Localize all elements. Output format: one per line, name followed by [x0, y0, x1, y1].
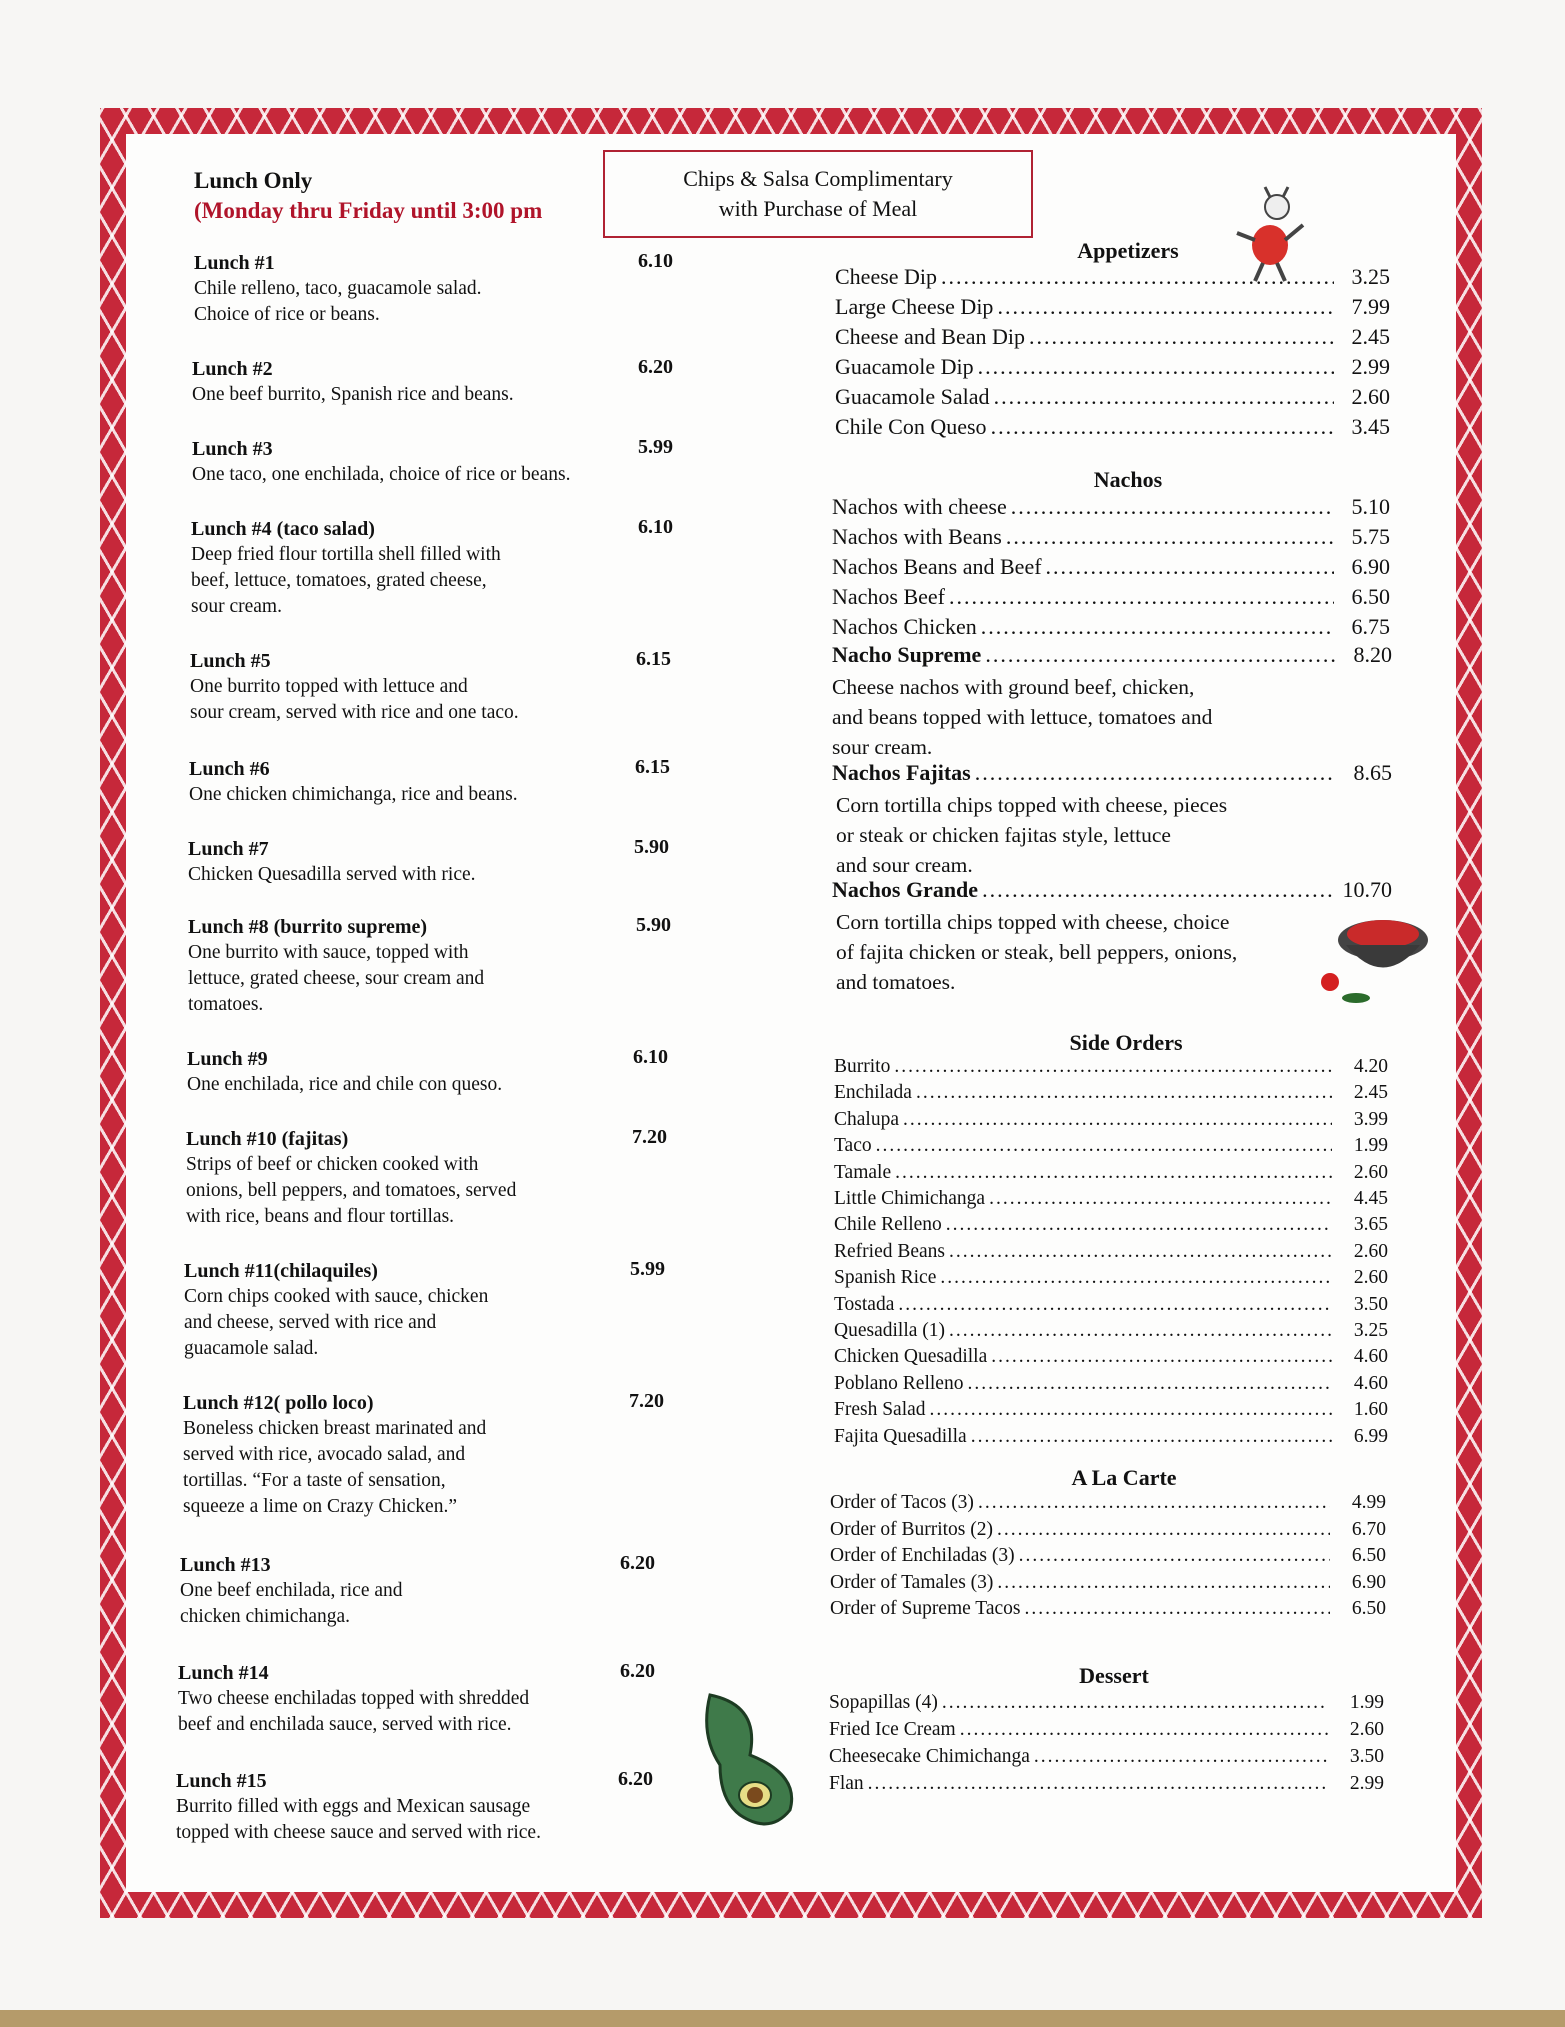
nacho-item: [832, 524, 1390, 550]
lunch-item-desc: Strips of beef or chicken cooked with: [186, 1154, 479, 1175]
lunch-item-name: Lunch #2: [192, 358, 273, 380]
side-order-item-price: 2.45: [1353, 1082, 1388, 1104]
side-order-item-leader: [894, 1056, 1332, 1078]
nachos-heading: Nachos: [1093, 467, 1163, 492]
dessert-item-name: Sopapillas (4): [829, 1692, 938, 1713]
lunch-item: [188, 914, 671, 1018]
lunch-item-desc: onions, bell peppers, and tomatoes, served: [186, 1180, 517, 1201]
nacho-special-item: [832, 642, 1392, 668]
a-la-carte-item-name: Order of Burritos (2): [830, 1518, 993, 1540]
lunch-item-name: Lunch #4 (taco salad): [191, 518, 375, 540]
appetizer-item: [835, 324, 1390, 350]
nacho-item-leader: [1046, 554, 1334, 580]
lunch-item-desc: served with rice, avocado salad, and: [183, 1444, 466, 1465]
nacho-item-price: 5.75: [1351, 524, 1390, 549]
appetizer-item-leader: [994, 384, 1334, 410]
nacho-special-item-leader: [985, 642, 1336, 668]
side-order-item-price: 3.50: [1353, 1293, 1388, 1315]
side-order-item: [834, 1399, 1388, 1421]
chips-notice-line2: with Purchase of Meal: [718, 196, 918, 221]
lunch-item-desc: squeeze a lime on Crazy Chicken.”: [183, 1496, 457, 1517]
nacho-special-item-leader: [975, 760, 1336, 786]
a-la-carte-item-price: 4.99: [1351, 1492, 1386, 1513]
nacho-special-item-name: Nachos Grande: [832, 877, 979, 902]
lunch-item-price: 5.99: [630, 1258, 665, 1280]
appetizer-item-name: Guacamole Dip: [835, 354, 974, 379]
a-la-carte-item-name: Order of Enchiladas (3): [830, 1545, 1015, 1567]
appetizer-item-leader: [941, 264, 1334, 290]
side-order-item-leader: [949, 1241, 1332, 1263]
side-order-item-name: Taco: [834, 1135, 872, 1157]
side-order-item-price: 1.60: [1353, 1399, 1388, 1421]
dessert-item-price: 3.50: [1349, 1746, 1384, 1767]
lunch-item-price: 5.99: [638, 436, 673, 458]
lunch-item: [186, 1126, 666, 1230]
side-order-item-price: 4.20: [1353, 1056, 1388, 1077]
nacho-item: [832, 614, 1390, 640]
side-order-item: [834, 1135, 1388, 1157]
a-la-carte-item-name: Order of Tamales (3): [830, 1571, 994, 1593]
a-la-carte-item: [830, 1598, 1386, 1620]
side-order-item: [834, 1109, 1388, 1131]
lunch-item-price: 6.15: [635, 756, 670, 778]
lunch-item-price: 6.20: [618, 1768, 653, 1790]
salsa-molcajete-icon: [1318, 900, 1438, 1010]
side-order-item-price: 3.65: [1353, 1214, 1388, 1236]
side-order-item: [834, 1267, 1388, 1289]
dessert-item: [829, 1719, 1384, 1741]
side-order-item-price: 1.99: [1353, 1135, 1388, 1157]
lunch-item-price: 6.20: [638, 356, 673, 378]
nacho-special-desc: [836, 790, 1336, 880]
lunch-item-name: Lunch #1: [194, 252, 275, 274]
nacho-item-name: Nachos with cheese: [832, 494, 1007, 519]
lunch-item-name: Lunch #11(chilaquiles): [184, 1260, 378, 1282]
nacho-item-name: Nachos with Beans: [832, 524, 1002, 549]
lunch-item-name: Lunch #7: [188, 838, 269, 860]
lunch-item-price: 6.20: [620, 1552, 655, 1574]
side-order-item: [834, 1346, 1388, 1368]
appetizer-item-price: 7.99: [1351, 294, 1390, 319]
lunch-item-desc: with rice, beans and flour tortillas.: [186, 1206, 455, 1227]
side-order-item-leader: [967, 1373, 1332, 1395]
side-order-item-price: 2.60: [1353, 1240, 1388, 1262]
nacho-item-leader: [949, 584, 1334, 610]
lunch-item-name: Lunch #6: [189, 758, 270, 780]
lunch-item-desc: One chicken chimichanga, rice and beans.: [189, 784, 518, 805]
lunch-item-desc: tortillas. “For a taste of sensation,: [183, 1470, 446, 1491]
nacho-special-desc-line: and tomatoes.: [836, 970, 956, 994]
side-order-item-price: 4.45: [1353, 1188, 1388, 1209]
appetizer-item-leader: [991, 414, 1334, 440]
a-la-carte-item: [830, 1572, 1386, 1594]
lunch-item-name: Lunch #15: [176, 1770, 267, 1792]
side-order-item-leader: [930, 1399, 1332, 1421]
appetizers-heading: Appetizers: [1077, 238, 1179, 263]
nacho-item-price: 6.90: [1351, 554, 1390, 579]
side-order-item-price: 2.60: [1353, 1267, 1388, 1289]
dessert-item: [829, 1773, 1384, 1795]
nacho-item: [832, 554, 1390, 580]
lunch-item-desc: One beef burrito, Spanish rice and beans.: [192, 384, 514, 405]
side-order-item: [834, 1082, 1388, 1104]
appetizer-item-name: Cheese Dip: [835, 264, 938, 289]
dessert-item-leader: [868, 1773, 1328, 1795]
lunch-item-desc: Chicken Quesadilla served with rice.: [188, 864, 476, 885]
nacho-special-item-name: Nacho Supreme: [832, 642, 982, 667]
appetizer-item-price: 3.45: [1351, 414, 1390, 439]
side-order-item-price: 2.60: [1353, 1161, 1388, 1183]
a-la-carte-item-name: Order of Tacos (3): [830, 1492, 974, 1513]
lunch-item-desc: tomatoes.: [188, 994, 264, 1015]
lunch-item: [192, 356, 672, 408]
lunch-item-name: Lunch #8 (burrito supreme): [188, 916, 428, 938]
side-order-item-name: Fresh Salad: [834, 1399, 926, 1421]
side-order-item: [834, 1188, 1388, 1210]
nacho-special-desc-line: Cheese nachos with ground beef, chicken,: [832, 675, 1195, 699]
lunch-item-desc: One burrito with sauce, topped with: [188, 942, 469, 963]
lunch-item-desc: sour cream, served with rice and one taco.: [190, 702, 519, 723]
side-order-item-name: Fajita Quesadilla: [834, 1425, 967, 1447]
side-order-item-name: Tamale: [834, 1161, 892, 1183]
appetizer-item: [835, 264, 1390, 290]
side-order-item-price: 4.60: [1353, 1372, 1388, 1394]
side-orders-heading: Side Orders: [1069, 1030, 1183, 1055]
appetizer-item-leader: [997, 294, 1334, 320]
lunch-item: [176, 1768, 656, 1846]
lunch-item: [178, 1660, 658, 1738]
side-order-item-price: 6.99: [1353, 1425, 1388, 1447]
side-order-item-leader: [916, 1082, 1332, 1104]
side-order-item-name: Tostada: [834, 1293, 895, 1315]
lunch-item: [188, 836, 668, 888]
nacho-special-item-leader: [982, 877, 1336, 903]
appetizer-item-name: Large Cheese Dip: [835, 294, 994, 319]
a-la-carte-item-name: Order of Supreme Tacos: [830, 1598, 1021, 1620]
dessert-item-name: Fried Ice Cream: [829, 1719, 956, 1740]
lunch-item: [184, 1258, 664, 1362]
lunch-item-price: 6.10: [638, 516, 673, 538]
a-la-carte-item-leader: [997, 1519, 1330, 1541]
side-order-item-name: Little Chimichanga: [834, 1188, 986, 1209]
lunch-item-name: Lunch #14: [178, 1662, 269, 1684]
lunch-item-desc: Deep fried flour tortilla shell filled with: [191, 544, 501, 565]
nacho-item-name: Nachos Beans and Beef: [832, 554, 1042, 579]
lunch-item: [187, 1046, 667, 1098]
nacho-special-desc-line: of fajita chicken or steak, bell peppers, onions,: [836, 940, 1238, 964]
lunch-item-name: Lunch #9: [187, 1048, 268, 1070]
nacho-special-item-name: Nachos Fajitas: [832, 760, 971, 785]
nacho-item-name: Nachos Chicken: [832, 614, 977, 639]
lunch-item-desc: topped with cheese sauce and served with rice.: [176, 1822, 541, 1843]
side-order-item-leader: [971, 1426, 1332, 1448]
a-la-carte-item: [830, 1519, 1386, 1541]
appetizer-item: [835, 384, 1390, 410]
lunch-item-price: 6.20: [620, 1660, 655, 1682]
side-order-item-leader: [903, 1109, 1332, 1131]
side-order-item-leader: [895, 1162, 1332, 1184]
side-order-item-leader: [898, 1294, 1332, 1316]
side-order-item-price: 4.60: [1353, 1346, 1388, 1368]
side-order-item-name: Chalupa: [834, 1108, 899, 1130]
side-order-item: [834, 1056, 1388, 1078]
side-order-item: [834, 1373, 1388, 1395]
lunch-item-price: 6.10: [633, 1046, 668, 1068]
dessert-item-price: 2.99: [1349, 1773, 1384, 1794]
lunch-item-desc: One beef enchilada, rice and: [180, 1580, 403, 1601]
nacho-special-item-price: 8.20: [1353, 642, 1392, 667]
nacho-special-item: [832, 760, 1392, 786]
dessert-item-price: 2.60: [1349, 1719, 1384, 1740]
side-order-item-name: Poblano Relleno: [834, 1372, 964, 1394]
nacho-item-price: 6.75: [1351, 614, 1390, 639]
a-la-carte-heading: A La Carte: [1071, 1465, 1177, 1490]
nacho-item-price: 5.10: [1351, 494, 1390, 519]
dessert-item-leader: [960, 1719, 1328, 1741]
a-la-carte-item-price: 6.50: [1351, 1545, 1386, 1567]
side-order-item: [834, 1162, 1388, 1184]
dessert-item: [829, 1692, 1384, 1714]
nacho-special-desc: [836, 907, 1336, 997]
a-la-carte-item: [830, 1492, 1386, 1514]
lunch-item-desc: One enchilada, rice and chile con queso.: [187, 1074, 503, 1095]
nacho-item-leader: [981, 614, 1334, 640]
dessert-item-name: Cheesecake Chimichanga: [829, 1746, 1030, 1767]
lunch-item-desc: Boneless chicken breast marinated and: [183, 1418, 487, 1439]
side-order-item-name: Chile Relleno: [834, 1214, 942, 1236]
side-order-item-name: Refried Beans: [834, 1240, 946, 1262]
lunch-item-name: Lunch #12( pollo loco): [183, 1392, 374, 1414]
appetizer-item: [835, 414, 1390, 440]
appetizer-item-name: Guacamole Salad: [835, 384, 990, 409]
lunch-item-price: 7.20: [632, 1126, 667, 1148]
lunch-item: [190, 648, 670, 726]
a-la-carte-item-leader: [997, 1572, 1330, 1594]
nacho-item: [832, 494, 1390, 520]
lunch-item-desc: Chile relleno, taco, guacamole salad.: [194, 278, 482, 299]
lunch-item: [183, 1390, 663, 1520]
appetizer-item-name: Chile Con Queso: [835, 414, 987, 439]
a-la-carte-item-leader: [1019, 1545, 1330, 1567]
side-order-item-leader: [989, 1188, 1332, 1210]
side-order-item-price: 3.25: [1353, 1320, 1388, 1341]
lunch-item-price: 6.10: [638, 250, 673, 272]
lunch-item: [191, 516, 671, 620]
lunch-only-title: Lunch Only: [194, 168, 313, 193]
lunch-item-name: Lunch #13: [180, 1554, 271, 1576]
nacho-special-desc-line: and beans topped with lettuce, tomatoes and: [832, 705, 1213, 729]
lunch-item-desc: Burrito filled with eggs and Mexican sausage: [176, 1796, 531, 1817]
appetizer-item-leader: [1029, 324, 1334, 350]
a-la-carte-item-price: 6.50: [1351, 1598, 1386, 1620]
nacho-special-desc-line: and sour cream.: [836, 853, 973, 877]
lunch-item-desc: Choice of rice or beans.: [194, 304, 380, 325]
nacho-special-desc-line: Corn tortilla chips topped with cheese, choice: [836, 910, 1230, 934]
side-order-item-leader: [949, 1320, 1332, 1342]
appetizer-item-leader: [978, 354, 1334, 380]
lunch-item-price: 5.90: [634, 836, 669, 858]
nacho-item: [832, 584, 1390, 610]
nacho-special-desc-line: or steak or chicken fajitas style, lettuce: [836, 823, 1171, 847]
lunch-item-desc: sour cream.: [191, 596, 282, 617]
lunch-item-price: 5.90: [636, 914, 671, 936]
nacho-item-leader: [1006, 524, 1334, 550]
appetizer-item: [835, 354, 1390, 380]
nacho-special-item-price: 10.70: [1342, 877, 1392, 902]
nacho-item-leader: [1011, 494, 1334, 520]
lunch-item-desc: One taco, one enchilada, choice of rice or beans.: [192, 464, 571, 485]
appetizer-item-name: Cheese and Bean Dip: [835, 324, 1025, 349]
appetizer-item-price: 2.99: [1351, 354, 1390, 379]
dessert-heading: Dessert: [1079, 1663, 1149, 1688]
lunch-item-desc: guacamole salad.: [184, 1338, 319, 1359]
lunch-item-price: 7.20: [629, 1390, 664, 1412]
lunch-item-desc: lettuce, grated cheese, sour cream and: [188, 968, 485, 989]
dessert-item-leader: [942, 1692, 1328, 1714]
nacho-special-item: [832, 877, 1392, 903]
dessert-item: [829, 1746, 1384, 1768]
nacho-item-name: Nachos Beef: [832, 584, 946, 609]
side-order-item: [834, 1241, 1388, 1263]
appetizer-item-price: 3.25: [1351, 264, 1390, 289]
side-order-item-name: Enchilada: [834, 1082, 912, 1104]
dessert-item-leader: [1034, 1746, 1328, 1768]
avocado-icon: [690, 1685, 820, 1835]
lunch-item-desc: chicken chimichanga.: [180, 1606, 351, 1627]
a-la-carte-item-leader: [978, 1492, 1330, 1514]
nacho-special-desc-line: sour cream.: [832, 735, 933, 759]
a-la-carte-item-price: 6.90: [1351, 1571, 1386, 1593]
side-order-item-price: 3.99: [1353, 1108, 1388, 1130]
side-order-item-name: Spanish Rice: [834, 1267, 937, 1289]
lunch-hours-subtitle: (Monday thru Friday until 3:00 pm: [194, 198, 543, 223]
side-order-item: [834, 1320, 1388, 1342]
chips-notice-line1: Chips & Salsa Complimentary: [683, 166, 953, 191]
dessert-item-name: Flan: [829, 1773, 864, 1794]
chips-salsa-notice: [603, 150, 1033, 238]
nacho-item-price: 6.50: [1351, 584, 1390, 609]
lunch-item-name: Lunch #3: [192, 438, 273, 460]
side-order-item-name: Quesadilla (1): [834, 1320, 946, 1341]
side-order-item: [834, 1294, 1388, 1316]
lunch-item: [189, 756, 669, 808]
nacho-special-item-price: 8.65: [1353, 760, 1392, 785]
side-order-item-leader: [946, 1214, 1332, 1236]
lunch-item: [192, 436, 672, 488]
lunch-item-name: Lunch #5: [190, 650, 271, 672]
appetizer-item-price: 2.45: [1351, 324, 1390, 349]
side-order-item: [834, 1426, 1388, 1448]
dessert-item-price: 1.99: [1349, 1692, 1384, 1713]
nacho-special-desc: [832, 672, 1332, 762]
lunch-item-desc: and cheese, served with rice and: [184, 1312, 437, 1333]
side-order-item-leader: [876, 1135, 1332, 1157]
nacho-special-desc-line: Corn tortilla chips topped with cheese, pieces: [836, 793, 1228, 817]
side-order-item-leader: [940, 1267, 1332, 1289]
appetizer-item-price: 2.60: [1351, 384, 1390, 409]
a-la-carte-item: [830, 1545, 1386, 1567]
lunch-item-price: 6.15: [636, 648, 671, 670]
lunch-item-desc: Corn chips cooked with sauce, chicken: [184, 1286, 489, 1307]
lunch-item: [180, 1552, 660, 1630]
lunch-item-desc: Two cheese enchiladas topped with shredded: [178, 1688, 530, 1709]
lunch-item-desc: One burrito topped with lettuce and: [190, 676, 468, 697]
lunch-item-name: Lunch #10 (fajitas): [186, 1128, 349, 1150]
lunch-item-desc: beef and enchilada sauce, served with rice.: [178, 1714, 512, 1735]
a-la-carte-item-leader: [1025, 1598, 1330, 1620]
a-la-carte-item-price: 6.70: [1351, 1518, 1386, 1540]
appetizer-item: [835, 294, 1390, 320]
side-order-item: [834, 1214, 1388, 1236]
side-order-item-leader: [991, 1346, 1332, 1368]
side-order-item-name: Burrito: [834, 1056, 891, 1077]
lunch-item: [194, 250, 674, 328]
side-order-item-name: Chicken Quesadilla: [834, 1346, 988, 1368]
lunch-item-desc: beef, lettuce, tomatoes, grated cheese,: [191, 570, 487, 591]
